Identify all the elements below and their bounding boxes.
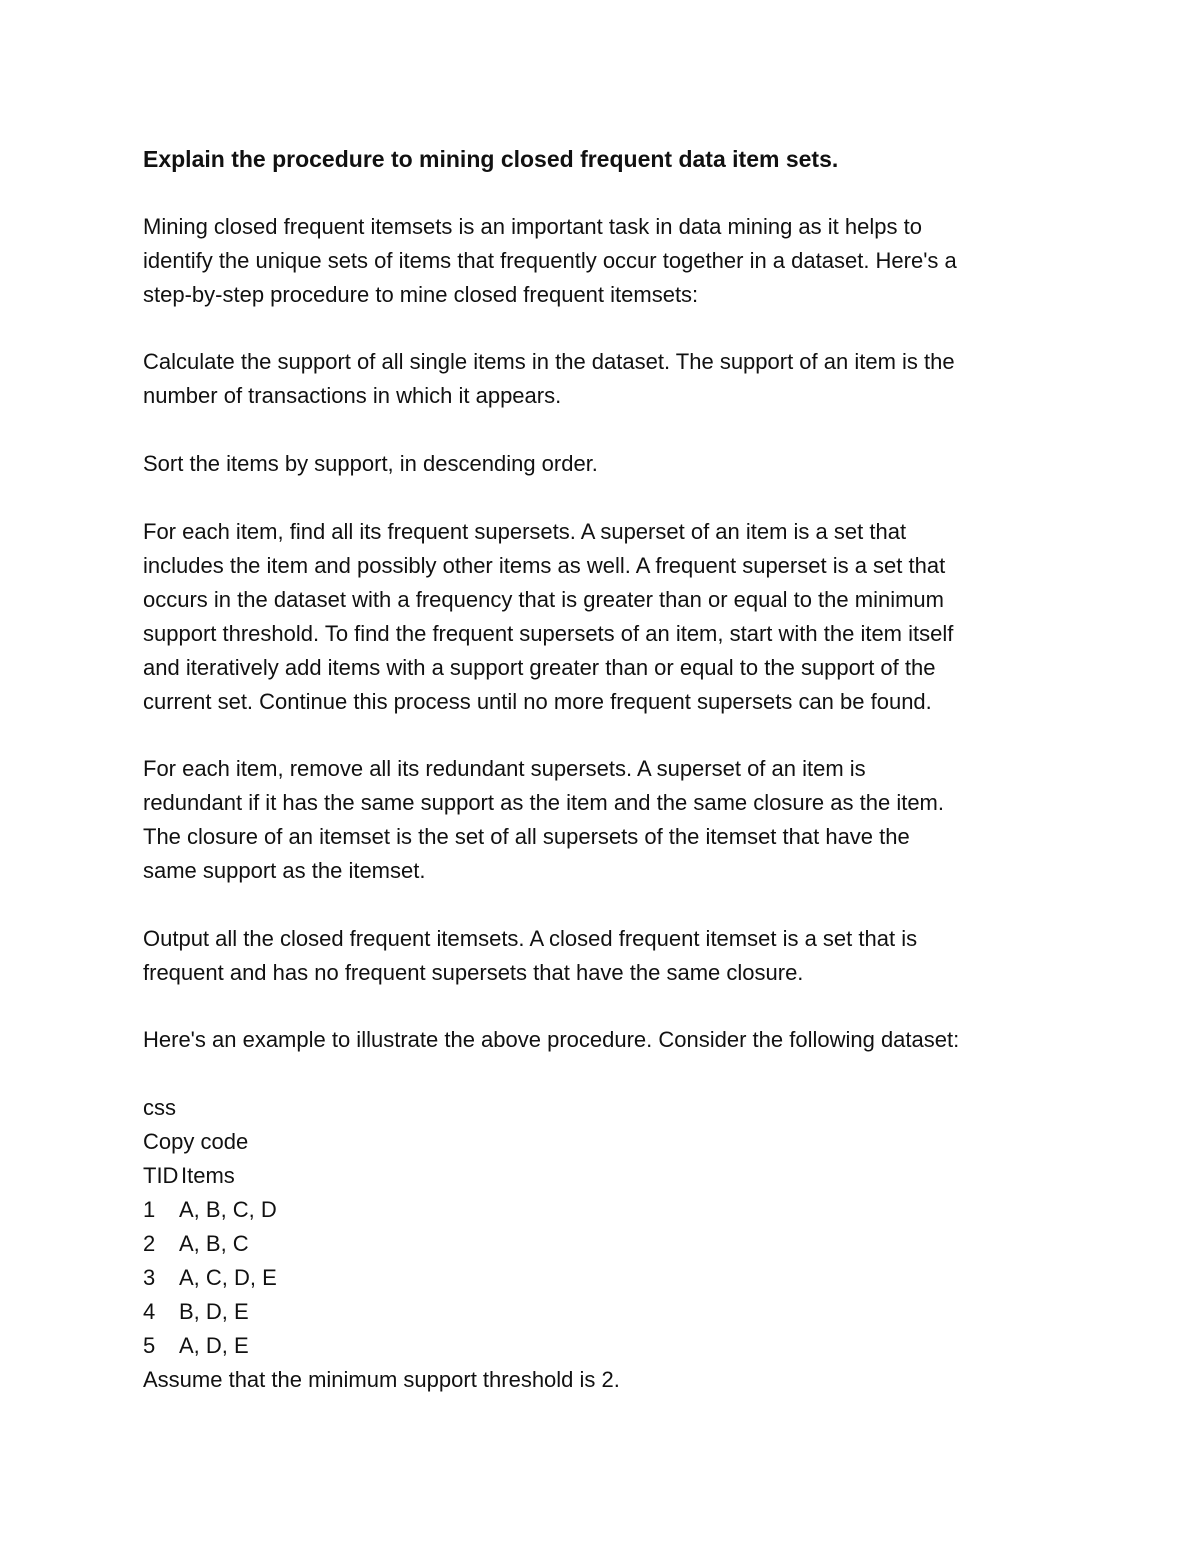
copy-code-button[interactable]: Copy code: [143, 1129, 249, 1154]
step-3-line: For each item, find all its frequent supersets. A superset of an item is a set that: [143, 519, 907, 544]
row-items: A, B, C: [179, 1231, 249, 1256]
intro-line: step-by-step procedure to mine closed frequent itemsets:: [143, 282, 699, 307]
row-tid: 3: [143, 1265, 156, 1290]
row-tid: 2: [143, 1231, 156, 1256]
intro-line: identify the unique sets of items that frequently occur together in a dataset. Here's a: [143, 248, 957, 273]
step-4-line: same support as the itemset.: [143, 858, 426, 883]
row-tid: 5: [143, 1333, 156, 1358]
step-5-line: Output all the closed frequent itemsets. A closed frequent itemset is a set that is: [143, 926, 918, 951]
step-1-line: number of transactions in which it appears.: [143, 383, 562, 408]
intro-line: Mining closed frequent itemsets is an important task in data mining as it helps to: [143, 214, 922, 239]
document-title: Explain the procedure to mining closed frequent data item sets.: [143, 146, 839, 172]
table-row: [143, 1193, 277, 1227]
row-items: A, B, C, D: [179, 1197, 277, 1222]
row-tid: 4: [143, 1299, 156, 1324]
table-row: [143, 1295, 249, 1329]
step-3-line: includes the item and possibly other items as well. A frequent superset is a set that: [143, 553, 946, 578]
code-language-label: css: [143, 1095, 176, 1120]
row-items: B, D, E: [179, 1299, 249, 1324]
header-items: Items: [181, 1163, 235, 1188]
step-1-line: Calculate the support of all single items in the dataset. The support of an item is the: [143, 349, 955, 374]
table-row: [143, 1329, 249, 1363]
step-3-line: occurs in the dataset with a frequency that is greater than or equal to the minimum: [143, 587, 944, 612]
step-2-line: Sort the items by support, in descending order.: [143, 451, 598, 476]
example-intro: Here's an example to illustrate the above procedure. Consider the following dataset:: [143, 1027, 960, 1052]
step-3-line: current set. Continue this process until no more frequent supersets can be found.: [143, 689, 932, 714]
threshold-note: Assume that the minimum support threshold is 2.: [143, 1367, 620, 1392]
table-row: [143, 1261, 277, 1295]
row-items: A, C, D, E: [179, 1265, 277, 1290]
step-4-line: The closure of an itemset is the set of all supersets of the itemset that have the: [143, 824, 910, 849]
step-4-line: For each item, remove all its redundant supersets. A superset of an item is: [143, 756, 866, 781]
row-items: A, D, E: [179, 1333, 249, 1358]
step-5-line: frequent and has no frequent supersets that have the same closure.: [143, 960, 804, 985]
table-row: [143, 1227, 249, 1261]
step-3-line: and iteratively add items with a support greater than or equal to the support of the: [143, 655, 936, 680]
step-3-line: support threshold. To find the frequent supersets of an item, start with the item itself: [143, 621, 954, 646]
step-4-line: redundant if it has the same support as the item and the same closure as the item.: [143, 790, 944, 815]
header-tid: TID: [143, 1163, 179, 1188]
row-tid: 1: [143, 1197, 156, 1222]
table-header: [143, 1159, 235, 1193]
